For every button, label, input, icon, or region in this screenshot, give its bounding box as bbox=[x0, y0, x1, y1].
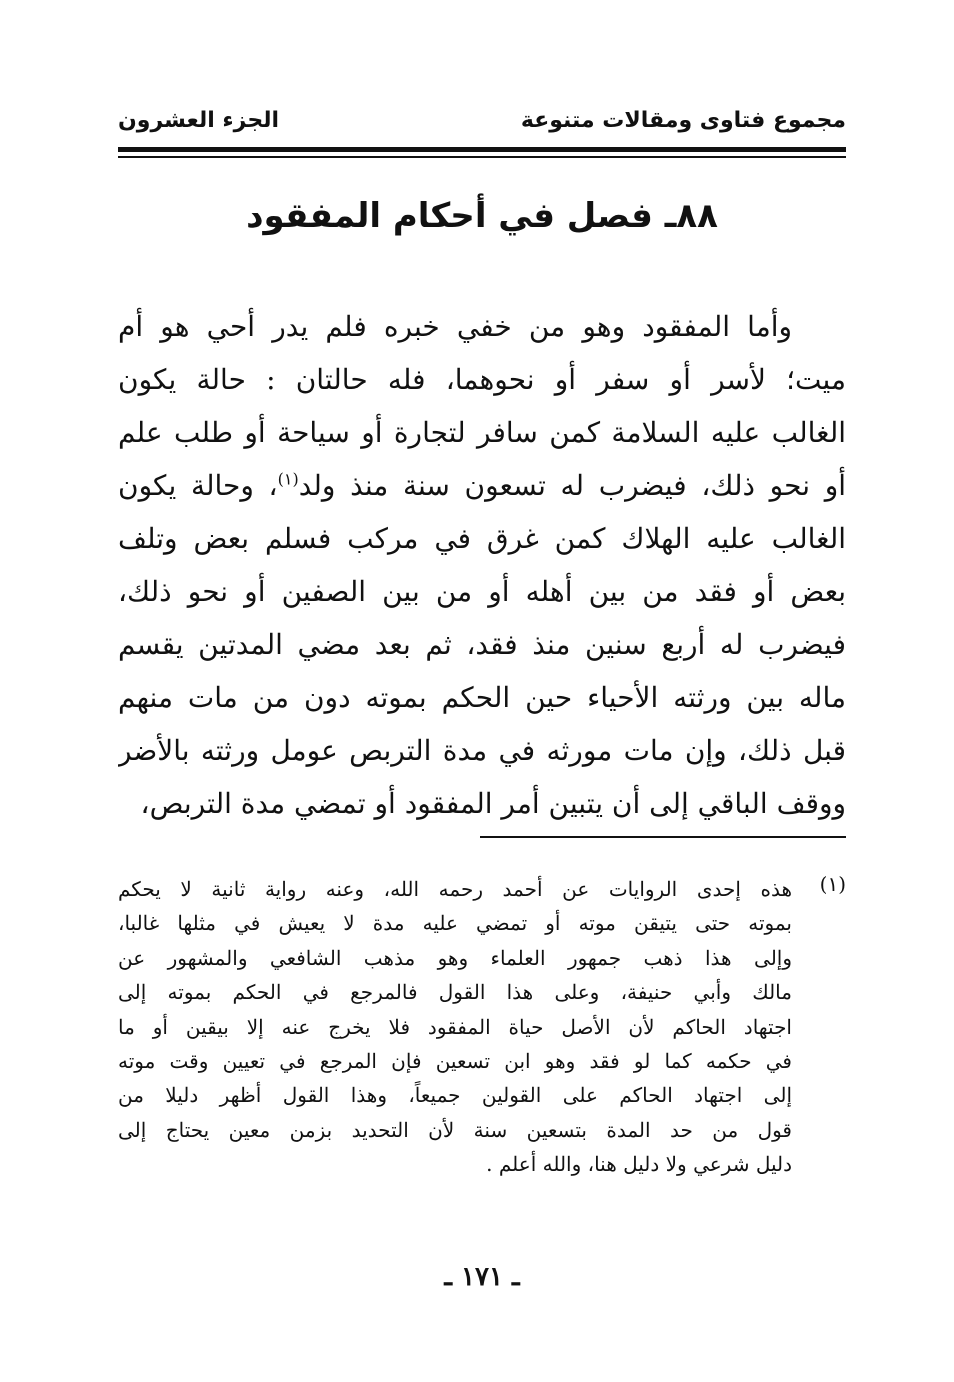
footnote-line-2: بموته حتى يتيقن موته أو تمضي عليه مدة لا يعيش في مثلها غالبا، bbox=[118, 911, 792, 936]
footnote-line-7: إلى اجتهاد الحاكم على القولين جميعاً، وهذا القول أظهر دليلا من bbox=[118, 1083, 792, 1108]
body-line-2: ميت؛ لأسر أو سفر أو نحوهما، فله حالتان : حالة يكون bbox=[118, 363, 846, 396]
footnote-reference[interactable]: (١) bbox=[277, 469, 299, 489]
body-line-6: بعض أو فقد من بين أهله أو من بين الصفين أو نحو ذلك، bbox=[118, 575, 846, 608]
header-rule-thin bbox=[118, 156, 846, 158]
footnote-body bbox=[118, 872, 792, 1182]
body-text bbox=[118, 300, 846, 830]
footnote bbox=[118, 872, 846, 1182]
footnote-line-4: مالك وأبي حنيفة، وعلى هذا القول فالمرجع في الحكم بموته إلى bbox=[118, 980, 792, 1005]
body-line-4-tail: ، وحالة يكون bbox=[118, 469, 278, 502]
chapter-title: ٨٨ـ فصل في أحكام المفقود bbox=[246, 196, 718, 236]
footnote-line-6: في حكمه كما لو فقد وهو ابن تسعين فإن المرجع في تعيين وقت موته bbox=[118, 1048, 792, 1073]
header-rule-thick bbox=[118, 147, 846, 152]
volume-label: الجزء العشرون bbox=[118, 108, 279, 133]
body-line-4 bbox=[118, 459, 846, 512]
body-line-8: ماله بين ورثته الأحياء حين الحكم بموته دون من مات منهم bbox=[118, 681, 846, 714]
body-line-10: ووقف الباقي إلى أن يتبين أمر المفقود أو تمضي مدة التربص، bbox=[140, 787, 846, 820]
book-title: مجموع فتاوى ومقالات متنوعة bbox=[520, 108, 846, 133]
footnote-line-5: اجتهاد الحاكم لأن الأصل حياة المفقود فلا يخرج عنه إلا بيقين أو ما bbox=[118, 1014, 792, 1039]
body-line-3: الغالب عليه السلامة كمن سافر لتجارة أو سياحة أو طلب علم bbox=[118, 416, 846, 449]
body-line-1: وأما المفقود وهو من خفي خبره فلم يدر أحي هو أم bbox=[118, 310, 792, 343]
page-number: ـ ١٧١ ـ bbox=[444, 1262, 520, 1292]
body-line-9: قبل ذلك، وإن مات مورثه في مدة التربص عومل ورثته بالأضر bbox=[118, 734, 846, 767]
running-header bbox=[118, 100, 846, 144]
footnote-line-9: دليل شرعي ولا دليل هنا، والله أعلم . bbox=[486, 1152, 792, 1177]
footnote-line-8: قول من حد المدة بتسعين سنة لأن التحديد بزمن معين يحتاج إلى bbox=[118, 1117, 792, 1142]
footnote-line-3: وإلى هذا ذهب جمهور العلماء وهو مذهب الشافعي والمشهور عن bbox=[118, 945, 792, 970]
body-line-5: الغالب عليه الهلاك كمن غرق في مركب فسلم بعض وتلف bbox=[118, 522, 846, 555]
footnote-line-1: هذه إحدى الروايات عن أحمد رحمه الله، وعنه رواية ثانية لا يحكم bbox=[118, 877, 792, 901]
body-line-4-text: أو نحو ذلك، فيضرب له تسعون سنة منذ ولد bbox=[298, 469, 846, 502]
footnote-separator bbox=[480, 836, 846, 838]
body-line-7: فيضرب له أربع سنين منذ فقد، ثم بعد مضي المدتين يقسم bbox=[118, 628, 846, 661]
footnote-number: (١) bbox=[819, 872, 846, 896]
